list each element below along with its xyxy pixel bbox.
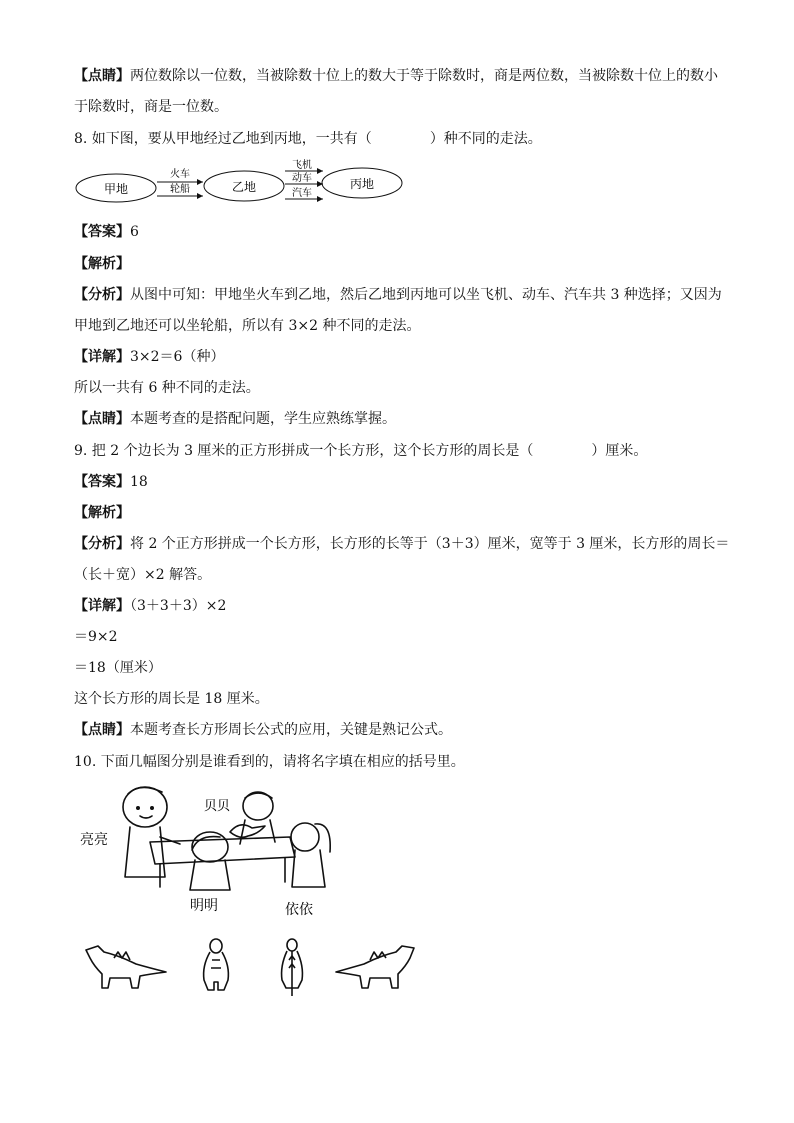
q8-answer: 【答案】6 [74,224,139,240]
dinosaur-view-3 [272,936,312,1000]
route-bullet-train: 动车 [292,173,312,184]
dinosaur-view-4 [334,940,420,992]
route-bus: 汽车 [292,188,312,199]
dinosaur-on-table [230,825,265,838]
place-bing: 丙地 [349,177,375,191]
q7-dianjing: 【点睛】两位数除以一位数，当被除数十位上的数大于等于除数时，商是两位数，当被除数十位上的数小 [74,68,718,84]
dinosaur-view-2 [196,936,236,996]
name-mingming: 明明 [190,898,218,914]
q9-jiexi: 【解析】 [74,505,130,521]
route-ship: 轮船 [170,184,190,195]
q9-question: 9. 把 2 个边长为 3 厘米的正方形拼成一个长方形，这个长方形的周长是（ ）厘米。 [74,443,648,459]
q9-fenxi: 【分析】将 2 个正方形拼成一个长方形，长方形的长等于（3＋3）厘米，宽等于 3 厘米，长方形的周长＝ [74,536,730,552]
q8-dianjing: 【点睛】本题考查的是搭配问题，学生应熟练掌握。 [74,411,396,427]
q10-question: 10. 下面几幅图分别是谁看到的，请将名字填在相应的括号里。 [74,754,465,770]
name-yiyi: 依依 [285,902,313,918]
q7-dianjing-cont: 于除数时，商是一位数。 [74,99,228,115]
q8-fenxi-cont: 甲地到乙地还可以坐轮船，所以有 3×2 种不同的走法。 [74,318,421,334]
name-liangliang: 亮亮 [80,832,108,848]
q9-xiangjie-conclusion: 这个长方形的周长是 18 厘米。 [74,691,269,707]
q9-xiangjie: 【详解】（3＋3＋3）×2 [74,598,227,614]
children-table-illustration [80,782,350,922]
q8-jiexi: 【解析】 [74,256,130,272]
q9-answer: 【答案】18 [74,474,148,490]
q9-fenxi-cont: （长＋宽）×2 解答。 [74,567,212,583]
route-diagram [72,158,412,208]
q8-question: 8. 如下图，要从甲地经过乙地到丙地，一共有（ ）种不同的走法。 [74,131,542,147]
route-plane: 飞机 [292,160,312,171]
route-train: 火车 [170,169,190,180]
place-yi: 乙地 [231,180,257,194]
q8-xiangjie: 【详解】3×2＝6（种） [74,349,225,365]
place-jia: 甲地 [103,182,129,196]
dinosaur-view-1 [80,938,170,993]
q9-xiangjie-step2: ＝9×2 [74,629,118,645]
q9-dianjing: 【点睛】本题考查长方形周长公式的应用，关键是熟记公式。 [74,722,452,738]
name-beibei: 贝贝 [204,799,231,814]
q8-fenxi: 【分析】从图中可知：甲地坐火车到乙地，然后乙地到丙地可以坐飞机、动车、汽车共 3 种选择；又因为 [74,287,722,303]
q8-xiangjie-cont: 所以一共有 6 种不同的走法。 [74,380,260,396]
q9-xiangjie-step3: ＝18（厘米） [74,660,162,676]
yiyi-head [291,823,319,851]
